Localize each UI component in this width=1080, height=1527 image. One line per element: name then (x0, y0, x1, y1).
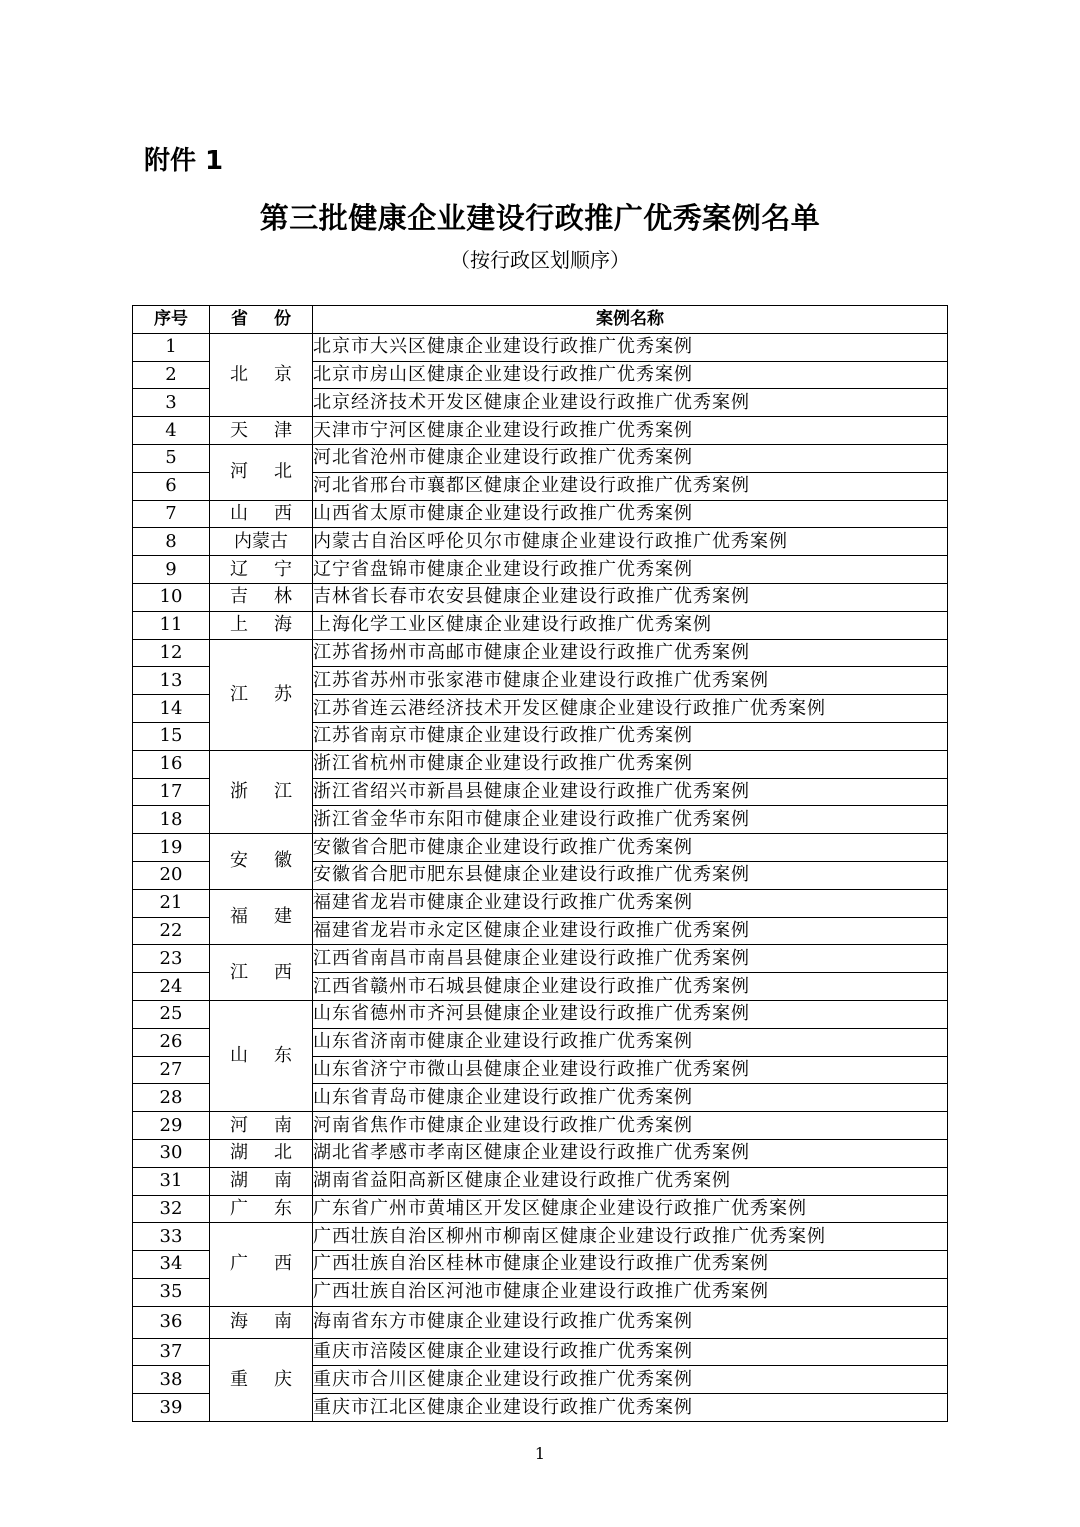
row-index: 19 (133, 834, 210, 862)
case-name: 湖北省孝感市孝南区健康企业建设行政推广优秀案例 (313, 1139, 948, 1167)
case-name: 北京市大兴区健康企业建设行政推广优秀案例 (313, 333, 948, 361)
case-name: 江苏省苏州市张家港市健康企业建设行政推广优秀案例 (313, 667, 948, 695)
row-index: 3 (133, 389, 210, 417)
case-name: 浙江省绍兴市新昌县健康企业建设行政推广优秀案例 (313, 778, 948, 806)
row-index: 11 (133, 611, 210, 639)
province-cell (210, 528, 313, 556)
case-name: 天津市宁河区健康企业建设行政推广优秀案例 (313, 417, 948, 445)
province-cell (210, 611, 318, 639)
row-index: 21 (133, 889, 210, 917)
province-cell (210, 1139, 318, 1167)
province-name: 湖南 (230, 1170, 318, 1192)
province-name: 天津 (230, 419, 318, 441)
case-name: 山东省德州市齐河县健康企业建设行政推广优秀案例 (313, 1000, 948, 1028)
case-name: 河北省邢台市襄都区健康企业建设行政推广优秀案例 (313, 472, 948, 500)
province-name: 上海 (230, 614, 318, 636)
case-name: 安徽省合肥市肥东县健康企业建设行政推广优秀案例 (313, 861, 948, 889)
province-cell (210, 1167, 318, 1195)
province-cell (210, 333, 318, 416)
row-index: 33 (133, 1223, 210, 1251)
table-body (133, 333, 948, 1421)
row-index: 22 (133, 917, 210, 945)
province-cell (210, 500, 318, 528)
table-row (133, 639, 948, 667)
province-name: 江西 (230, 961, 318, 983)
case-name: 海南省东方市健康企业建设行政推广优秀案例 (313, 1306, 948, 1338)
row-index: 15 (133, 722, 210, 750)
case-name: 江西省南昌市南昌县健康企业建设行政推广优秀案例 (313, 945, 948, 973)
table-row (133, 556, 948, 584)
province-name: 山西 (230, 502, 318, 524)
case-name: 广西壮族自治区柳州市柳南区健康企业建设行政推广优秀案例 (313, 1223, 948, 1251)
table-row (133, 333, 948, 361)
table-row (133, 1139, 948, 1167)
row-index: 16 (133, 750, 210, 778)
province-name: 浙江 (230, 780, 318, 802)
province-cell (210, 417, 318, 445)
table-row (133, 1112, 948, 1140)
row-index: 26 (133, 1028, 210, 1056)
province-name: 广西 (230, 1253, 318, 1275)
attachment-label: 附件 1 (144, 146, 224, 176)
table-row (133, 889, 948, 917)
province-name: 海南 (230, 1311, 318, 1333)
header-province-text: 省份 (231, 309, 317, 330)
table-header-row (133, 306, 948, 334)
row-index: 30 (133, 1139, 210, 1167)
case-name: 福建省龙岩市健康企业建设行政推广优秀案例 (313, 889, 948, 917)
case-name: 重庆市合川区健康企业建设行政推广优秀案例 (313, 1366, 948, 1394)
row-index: 38 (133, 1366, 210, 1394)
row-index: 17 (133, 778, 210, 806)
table-row (133, 528, 948, 556)
province-name: 江苏 (230, 683, 318, 705)
table-row (133, 611, 948, 639)
row-index: 25 (133, 1000, 210, 1028)
case-name: 福建省龙岩市永定区健康企业建设行政推广优秀案例 (313, 917, 948, 945)
row-index: 28 (133, 1084, 210, 1112)
case-name: 重庆市涪陵区健康企业建设行政推广优秀案例 (313, 1338, 948, 1366)
province-name: 山东 (230, 1045, 318, 1067)
table-row (133, 1167, 948, 1195)
cases-table (132, 305, 948, 1422)
row-index: 39 (133, 1394, 210, 1422)
province-cell (210, 583, 318, 611)
table-row (133, 1223, 948, 1251)
row-index: 13 (133, 667, 210, 695)
row-index: 9 (133, 556, 210, 584)
case-name: 河南省焦作市健康企业建设行政推广优秀案例 (313, 1112, 948, 1140)
case-name: 江苏省南京市健康企业建设行政推广优秀案例 (313, 722, 948, 750)
case-name: 广西壮族自治区河池市健康企业建设行政推广优秀案例 (313, 1278, 948, 1306)
province-name: 福建 (230, 906, 318, 928)
table-row (133, 444, 948, 472)
province-name: 辽宁 (230, 558, 318, 580)
row-index: 27 (133, 1056, 210, 1084)
province-name: 北京 (230, 363, 318, 385)
province-name: 吉林 (230, 586, 318, 608)
case-name: 北京经济技术开发区健康企业建设行政推广优秀案例 (313, 389, 948, 417)
document-title: 第三批健康企业建设行政推广优秀案例名单 (259, 201, 821, 235)
document-subtitle: （按行政区划顺序） (450, 248, 630, 272)
row-index: 29 (133, 1112, 210, 1140)
row-index: 6 (133, 472, 210, 500)
table-row (133, 1195, 948, 1223)
table-row (133, 417, 948, 445)
province-name: 广东 (230, 1197, 318, 1219)
row-index: 31 (133, 1167, 210, 1195)
table-row (133, 1000, 948, 1028)
case-name: 吉林省长春市农安县健康企业建设行政推广优秀案例 (313, 583, 948, 611)
case-name: 浙江省杭州市健康企业建设行政推广优秀案例 (313, 750, 948, 778)
row-index: 4 (133, 417, 210, 445)
row-index: 20 (133, 861, 210, 889)
case-name: 河北省沧州市健康企业建设行政推广优秀案例 (313, 444, 948, 472)
province-cell (210, 1000, 318, 1111)
province-name: 安徽 (230, 850, 318, 872)
row-index: 7 (133, 500, 210, 528)
row-index: 36 (133, 1306, 210, 1338)
province-name: 湖北 (230, 1142, 318, 1164)
case-name: 上海化学工业区健康企业建设行政推广优秀案例 (313, 611, 948, 639)
row-index: 35 (133, 1278, 210, 1306)
province-cell (210, 556, 318, 584)
case-name: 江苏省扬州市高邮市健康企业建设行政推广优秀案例 (313, 639, 948, 667)
row-index: 34 (133, 1251, 210, 1279)
table-row (133, 583, 948, 611)
header-case-name: 案例名称 (313, 306, 948, 334)
case-name: 广东省广州市黄埔区开发区健康企业建设行政推广优秀案例 (313, 1195, 948, 1223)
header-index: 序号 (133, 306, 210, 334)
row-index: 32 (133, 1195, 210, 1223)
case-name: 江苏省连云港经济技术开发区健康企业建设行政推广优秀案例 (313, 695, 948, 723)
province-name: 内蒙古 (234, 530, 288, 552)
case-name: 山西省太原市健康企业建设行政推广优秀案例 (313, 500, 948, 528)
province-cell (210, 1306, 318, 1338)
case-name: 广西壮族自治区桂林市健康企业建设行政推广优秀案例 (313, 1251, 948, 1279)
row-index: 5 (133, 444, 210, 472)
province-cell (210, 1195, 318, 1223)
province-cell (210, 1338, 318, 1421)
table-row (133, 500, 948, 528)
table-row (133, 750, 948, 778)
case-name: 山东省济南市健康企业建设行政推广优秀案例 (313, 1028, 948, 1056)
province-cell (210, 444, 318, 500)
case-name: 浙江省金华市东阳市健康企业建设行政推广优秀案例 (313, 806, 948, 834)
case-name: 安徽省合肥市健康企业建设行政推广优秀案例 (313, 834, 948, 862)
row-index: 8 (133, 528, 210, 556)
case-name: 山东省青岛市健康企业建设行政推广优秀案例 (313, 1084, 948, 1112)
case-name: 辽宁省盘锦市健康企业建设行政推广优秀案例 (313, 556, 948, 584)
table-row (133, 834, 948, 862)
table-row (133, 1338, 948, 1366)
row-index: 2 (133, 361, 210, 389)
case-name: 北京市房山区健康企业建设行政推广优秀案例 (313, 361, 948, 389)
row-index: 37 (133, 1338, 210, 1366)
case-name: 内蒙古自治区呼伦贝尔市健康企业建设行政推广优秀案例 (313, 528, 948, 556)
row-index: 14 (133, 695, 210, 723)
row-index: 18 (133, 806, 210, 834)
header-province (210, 306, 317, 334)
case-name: 江西省赣州市石城县健康企业建设行政推广优秀案例 (313, 973, 948, 1001)
case-name: 重庆市江北区健康企业建设行政推广优秀案例 (313, 1394, 948, 1422)
province-cell (210, 750, 318, 833)
province-name: 河北 (230, 461, 318, 483)
province-cell (210, 639, 318, 750)
province-cell (210, 889, 318, 945)
row-index: 10 (133, 583, 210, 611)
province-cell (210, 945, 318, 1001)
province-cell (210, 834, 318, 890)
case-name: 湖南省益阳高新区健康企业建设行政推广优秀案例 (313, 1167, 948, 1195)
case-name: 山东省济宁市微山县健康企业建设行政推广优秀案例 (313, 1056, 948, 1084)
row-index: 1 (133, 333, 210, 361)
row-index: 23 (133, 945, 210, 973)
row-index: 12 (133, 639, 210, 667)
province-cell (210, 1223, 318, 1306)
province-name: 重庆 (230, 1368, 318, 1390)
province-name: 河南 (230, 1114, 318, 1136)
table-row (133, 945, 948, 973)
page-number: 1 (534, 1444, 546, 1463)
table-row (133, 1306, 948, 1338)
row-index: 24 (133, 973, 210, 1001)
province-cell (210, 1112, 318, 1140)
